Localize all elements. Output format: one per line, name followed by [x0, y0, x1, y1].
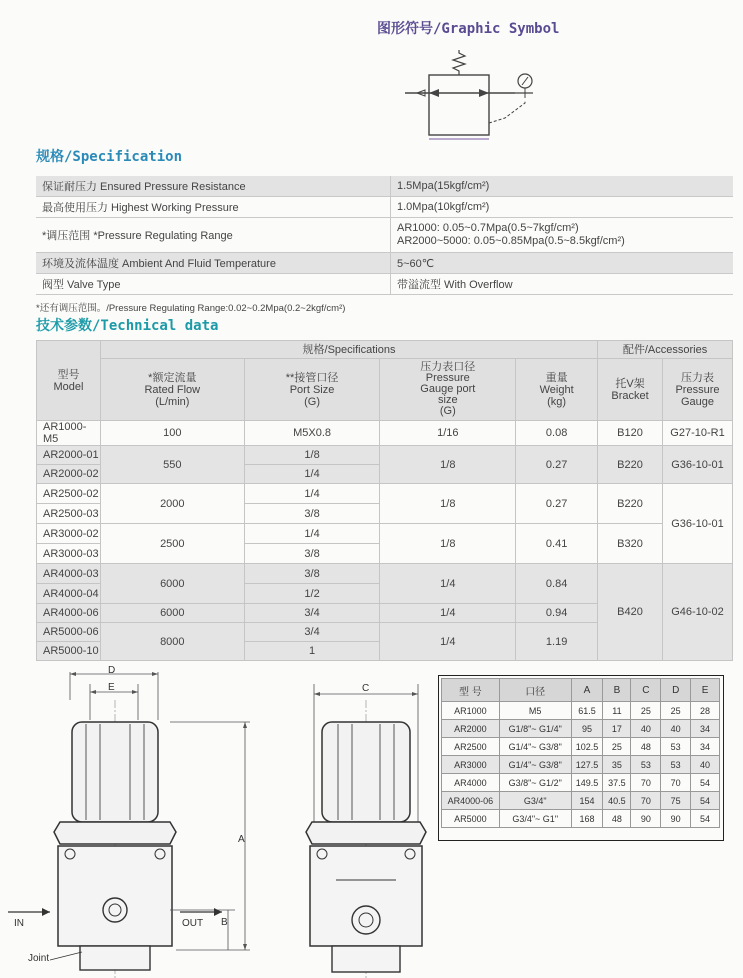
- flow-cell: 2000: [100, 484, 244, 524]
- technical-title: 技术参数/Technical data: [36, 318, 219, 334]
- dim-cell: 90: [661, 810, 691, 828]
- dim-cell: M5: [499, 702, 571, 720]
- bracket-cell: B220: [598, 446, 663, 484]
- flow-cell: 6000: [100, 564, 244, 604]
- port-cell: 1/4: [244, 465, 380, 484]
- model-cell: AR5000-10: [37, 642, 101, 661]
- dim-cell: 35: [603, 756, 631, 774]
- model-cell: AR2500-03: [37, 504, 101, 524]
- port-cell: 1/8: [244, 446, 380, 465]
- weight-cell: 0.41: [516, 524, 598, 564]
- graphic-symbol-diagram: [405, 48, 555, 148]
- table-row: [442, 810, 720, 828]
- gauge-port-cell: 1/8: [380, 524, 516, 564]
- dim-cell: 48: [631, 738, 661, 756]
- dim-cell: 40: [691, 756, 720, 774]
- dim-cell: G3/4"~ G1": [499, 810, 571, 828]
- dim-cell: G3/8"~ G1/2": [499, 774, 571, 792]
- spec-label: 环境及流体温度 Ambient And Fluid Temperature: [36, 253, 391, 274]
- dim-cell: 70: [631, 792, 661, 810]
- dim-cell: AR4000: [442, 774, 500, 792]
- dim-label-b: B: [221, 917, 228, 928]
- dim-cell: 40: [661, 720, 691, 738]
- header-gauge: 压力表 Pressure Gauge: [662, 359, 732, 421]
- regulator-side-view-drawing: [300, 680, 430, 978]
- table-row: [36, 274, 733, 295]
- spec-value-line: AR1000: 0.05~0.7Mpa(0.5~7kgf/cm²): [397, 222, 579, 234]
- table-row: [37, 564, 733, 584]
- specification-title: 规格/Specification: [36, 149, 183, 165]
- label-out: OUT: [182, 918, 204, 929]
- header-bracket: 托V架 Bracket: [598, 359, 663, 421]
- dim-cell: 17: [603, 720, 631, 738]
- gauge-cell: G36-10-01: [662, 446, 732, 484]
- dim-cell: AR3000: [442, 756, 500, 774]
- technical-table: [36, 340, 733, 661]
- header-specs: 规格/Specifications: [100, 341, 597, 359]
- flow-cell: 550: [100, 446, 244, 484]
- model-cell: AR3000-02: [37, 524, 101, 544]
- dim-cell: 34: [691, 738, 720, 756]
- table-row: [37, 524, 733, 544]
- flow-cell: 8000: [100, 623, 244, 661]
- dim-cell: 28: [691, 702, 720, 720]
- spec-value: 1.5Mpa(15kgf/cm²): [391, 176, 734, 197]
- spec-value: [391, 218, 734, 253]
- dim-cell: AR2000: [442, 720, 500, 738]
- dim-cell: G3/4": [499, 792, 571, 810]
- gauge-port-cell: 1/8: [380, 484, 516, 524]
- dim-cell: 90: [631, 810, 661, 828]
- dim-header: E: [691, 679, 720, 702]
- table-row: [37, 484, 733, 504]
- dim-cell: 40.5: [603, 792, 631, 810]
- bracket-cell: B220: [598, 484, 663, 524]
- spec-label: 最高使用压力 Highest Working Pressure: [36, 197, 391, 218]
- table-row: [442, 792, 720, 810]
- regulator-front-view-drawing: [0, 660, 260, 978]
- weight-cell: 0.84: [516, 564, 598, 604]
- bracket-cell: B420: [598, 564, 663, 661]
- dim-cell: 168: [571, 810, 603, 828]
- port-cell: 1/4: [244, 524, 380, 544]
- port-cell: 3/4: [244, 623, 380, 642]
- model-cell: AR5000-06: [37, 623, 101, 642]
- dim-cell: 53: [661, 738, 691, 756]
- weight-cell: 1.19: [516, 623, 598, 661]
- spec-label: 保证耐压力 Ensured Pressure Resistance: [36, 176, 391, 197]
- port-cell: M5X0.8: [244, 421, 380, 446]
- gauge-cell: G46-10-02: [662, 564, 732, 661]
- gauge-port-cell: 1/8: [380, 446, 516, 484]
- gauge-cell: G27-10-R1: [662, 421, 732, 446]
- port-cell: 1/4: [244, 484, 380, 504]
- dim-cell: 34: [691, 720, 720, 738]
- dim-cell: 154: [571, 792, 603, 810]
- port-cell: 3/8: [244, 504, 380, 524]
- port-cell: 3/8: [244, 564, 380, 584]
- model-cell: AR3000-03: [37, 544, 101, 564]
- dim-cell: G1/4"~ G3/8": [499, 756, 571, 774]
- gauge-cell: G36-10-01: [662, 484, 732, 564]
- dim-label-a: A: [238, 834, 245, 845]
- dim-cell: 40: [631, 720, 661, 738]
- table-row: [36, 176, 733, 197]
- dim-header: 型 号: [442, 679, 500, 702]
- table-row: [442, 720, 720, 738]
- dim-cell: 54: [691, 810, 720, 828]
- dim-cell: 25: [631, 702, 661, 720]
- gauge-port-cell: 1/4: [380, 564, 516, 604]
- dim-cell: AR4000-06: [442, 792, 500, 810]
- port-cell: 3/4: [244, 604, 380, 623]
- model-cell: AR4000-03: [37, 564, 101, 584]
- dim-cell: 70: [631, 774, 661, 792]
- dim-label-e: E: [108, 682, 115, 693]
- header-port: **接管口径 Port Size (G): [244, 359, 380, 421]
- gauge-port-cell: 1/4: [380, 604, 516, 623]
- dim-cell: 95: [571, 720, 603, 738]
- gauge-port-cell: 1/16: [380, 421, 516, 446]
- table-row: [37, 421, 733, 446]
- header-flow: *额定流量 Rated Flow (L/min): [100, 359, 244, 421]
- flow-cell: 6000: [100, 604, 244, 623]
- dim-header: D: [661, 679, 691, 702]
- table-row: [36, 253, 733, 274]
- table-row: [36, 218, 733, 253]
- weight-cell: 0.27: [516, 484, 598, 524]
- spec-label: 阀型 Valve Type: [36, 274, 391, 295]
- model-cell: AR4000-04: [37, 584, 101, 604]
- dim-cell: AR2500: [442, 738, 500, 756]
- dim-cell: 25: [661, 702, 691, 720]
- graphic-symbol-title: 图形符号/Graphic Symbol: [377, 21, 560, 37]
- weight-cell: 0.27: [516, 446, 598, 484]
- header-accessories: 配件/Accessories: [598, 341, 733, 359]
- dim-cell: AR5000: [442, 810, 500, 828]
- dim-cell: 37.5: [603, 774, 631, 792]
- header-weight: 重量 Weight (kg): [516, 359, 598, 421]
- table-header-row: [442, 679, 720, 702]
- spec-value: 1.0Mpa(10kgf/cm²): [391, 197, 734, 218]
- header-gauge-port: 压力表口径 Pressure Gauge port size (G): [380, 359, 516, 421]
- dim-cell: 11: [603, 702, 631, 720]
- specification-table: [36, 176, 733, 295]
- dim-cell: 127.5: [571, 756, 603, 774]
- dim-cell: 149.5: [571, 774, 603, 792]
- dim-cell: 53: [631, 756, 661, 774]
- dim-cell: 25: [603, 738, 631, 756]
- dim-cell: 70: [661, 774, 691, 792]
- label-in: IN: [14, 918, 24, 929]
- dim-header: B: [603, 679, 631, 702]
- dim-cell: 61.5: [571, 702, 603, 720]
- dim-label-c: C: [362, 683, 370, 694]
- weight-cell: 0.08: [516, 421, 598, 446]
- weight-cell: 0.94: [516, 604, 598, 623]
- spec-value: 带溢流型 With Overflow: [391, 274, 734, 295]
- spec-label: *调压范围 *Pressure Regulating Range: [36, 218, 391, 253]
- spec-value-line: AR2000~5000: 0.05~0.85Mpa(0.5~8.5kgf/cm²): [397, 235, 625, 247]
- model-cell: AR4000-06: [37, 604, 101, 623]
- dim-cell: 75: [661, 792, 691, 810]
- specification-footnote: *还有调压范围。/Pressure Regulating Range:0.02~0.2Mpa(0.2~2kgf/cm²): [36, 303, 346, 314]
- dim-cell: 54: [691, 792, 720, 810]
- table-row: [442, 756, 720, 774]
- table-row: [442, 738, 720, 756]
- table-row: [36, 197, 733, 218]
- dim-label-d: D: [108, 665, 116, 676]
- table-row: [442, 702, 720, 720]
- dim-header: C: [631, 679, 661, 702]
- flow-cell: 2500: [100, 524, 244, 564]
- dim-cell: 102.5: [571, 738, 603, 756]
- dim-cell: G1/4"~ G3/8": [499, 738, 571, 756]
- bracket-cell: B120: [598, 421, 663, 446]
- dim-cell: AR1000: [442, 702, 500, 720]
- dim-cell: G1/8"~ G1/4": [499, 720, 571, 738]
- port-cell: 1: [244, 642, 380, 661]
- dim-header: 口径: [499, 679, 571, 702]
- model-cell: AR2000-01: [37, 446, 101, 465]
- dimensions-table: [441, 678, 720, 828]
- gauge-port-cell: 1/4: [380, 623, 516, 661]
- flow-cell: 100: [100, 421, 244, 446]
- label-joint: Joint: [28, 953, 50, 964]
- port-cell: 3/8: [244, 544, 380, 564]
- spec-value: 5~60℃: [391, 253, 734, 274]
- table-row: [37, 446, 733, 465]
- model-cell: AR2000-02: [37, 465, 101, 484]
- port-cell: 1/2: [244, 584, 380, 604]
- dim-cell: 54: [691, 774, 720, 792]
- table-row: [442, 774, 720, 792]
- table-header-row: [37, 341, 733, 359]
- header-model: 型号 Model: [37, 341, 101, 421]
- model-cell: AR2500-02: [37, 484, 101, 504]
- dim-cell: 48: [603, 810, 631, 828]
- dim-header: A: [571, 679, 603, 702]
- bracket-cell: B320: [598, 524, 663, 564]
- model-cell: AR1000-M5: [37, 421, 101, 446]
- dim-cell: 53: [661, 756, 691, 774]
- table-header-row: [37, 359, 733, 421]
